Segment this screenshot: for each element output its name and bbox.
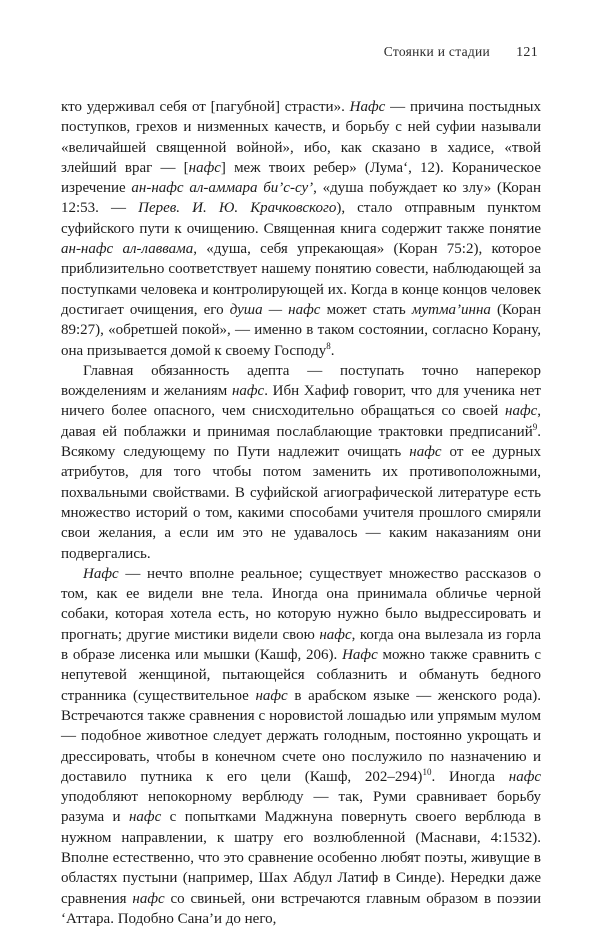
paragraph: кто удерживал себя от [пагубной] страсти». Нафс — причина постыдных поступков, грехов и низменных качеств, и борьбу с ней суфии называли «величайшей священной войной», ибо, как сказано в хадисе, «твой злейший враг — [нафс] меж твоих ребер» (Лума‘, 12). Кораническое изречение ан-нафс ал-аммара би’с-су’, «душа побуждает ко злу» (Коран 12:53. — Перев. И. Ю. Крачковского), стало отправным пунктом суфийского пути к очищению. Священная книга содержит также понятие ан-нафс ал-лаввама, «душа, себя упрекающая» (Коран 75:2), которое приблизительно соответствует нашему понятию совести, наблюдающей за поступками человека и контролирующей их. Когда в конце концов человек достигает очищения, его душа — нафс может стать мутма’инна (Коран 89:27), «обретшей покой», — именно в таком состоянии, согласно Корану, она призывается домой к своему Господу$^8$. xyxy=(61,99,542,359)
paragraph: Нафс — нечто вполне реальное; существует множество рассказов о том, как ее видели вне тела. Иногда она принимала обличье черной собаки, которая хотела есть, но которую нужно было выдрессировать и прогнать; другие мистики видели свою нафс, когда она вылезала из горла в образе лисенка или мышки (Кашф, 206). Нафс можно также сравнить с непутевой женщиной, пытающейся соблазнить и обмануть бедного странника (существительное нафс в арабском языке — женского рода). Встречаются также сравнения с норовистой лошадью или упрямым мулом — подобное животное следует держать голодным, постоянно укрощать и дрессировать, чтобы в конечном счете оно послужило по назначению и доставило путника к его цели (Кашф, 202–294)$^{10}$. Иногда нафс уподобляют непокорному верблюду — так, Руми сравнивает борьбу разума и нафс с попытками Маджнуна повернуть своего верблюда в нужном направлении, к шатру его возлюбленной (Маснави, 4:1532). Вполне естественно, что это сравнение особенно любят поэты, живущие в областях пустыни (например, Шах Абдул Латиф в Синде). Нередки даже сравнения нафс со свиньей, они встречаются главным образом в поэзии ‘Аттара. Подобно Сана’и до него, xyxy=(61,565,541,927)
page-number: 121 xyxy=(516,45,538,60)
running-head xyxy=(384,44,538,61)
body-text xyxy=(61,97,541,929)
running-title: Стоянки и стадии xyxy=(383,44,491,59)
paragraph: Главная обязанность адепта — поступать точно наперекор вожделениям и желаниям нафс. Ибн Хафиф говорит, что для ученика нет ничего более опасного, чем снисходительно обращаться со своей нафс, давая ей поблажки и принимая послаблающие трактовки предписаний$^9$. Всякому следующему по Пути надлежит очищать нафс от ее дурных атрибутов, для того чтобы потом заменить их противоположными, похвальными свойствами. В суфийской агиографической литературе есть множество историй о том, какими способами учителя прошлого смиряли свои желания, а если им это не удавалось — каким наказаниям они подвергались. xyxy=(61,362,541,562)
